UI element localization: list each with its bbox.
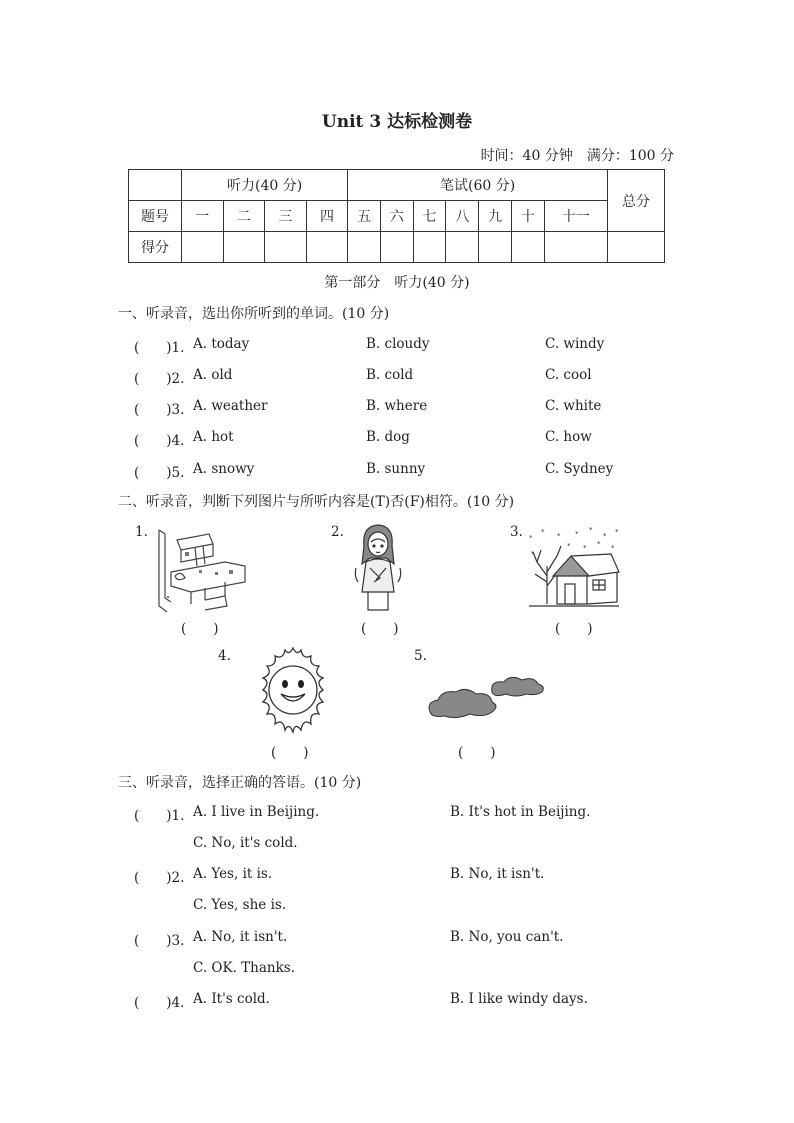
s1-q3-option-b: B. where xyxy=(366,398,428,414)
s3-q3-number[interactable]: ( )3. xyxy=(134,933,185,949)
score-table-corner xyxy=(129,170,182,201)
question-number: 三 xyxy=(265,201,307,232)
s3-q2-option-c: C. Yes, she is. xyxy=(193,897,287,913)
picture-5-answer[interactable]: ( ) xyxy=(458,745,496,761)
question-number: 九 xyxy=(479,201,512,232)
s1-q2-number[interactable]: ( )2. xyxy=(134,371,185,387)
question-number: 十 xyxy=(511,201,544,232)
question-number: 四 xyxy=(306,201,348,232)
s1-q4-option-b: B. dog xyxy=(366,429,410,445)
svg-text:*: * xyxy=(603,532,607,540)
s3-q4-option-a: A. It's cold. xyxy=(193,991,270,1007)
picture-1-answer[interactable]: ( ) xyxy=(181,621,219,637)
score-cell[interactable] xyxy=(265,232,307,263)
svg-text:*: * xyxy=(589,526,593,534)
part-one-heading: 第一部分 听力(40 分) xyxy=(324,275,470,291)
writing-header: 笔试(60 分) xyxy=(348,170,608,201)
question-number: 八 xyxy=(446,201,479,232)
s3-q3-option-b: B. No, you can't. xyxy=(450,929,564,945)
cold-girl-icon xyxy=(350,522,406,614)
svg-text:*: * xyxy=(529,534,533,542)
section-3-title: 三、听录音，选择正确的答语。(10 分) xyxy=(118,775,362,791)
s1-q5-number[interactable]: ( )5. xyxy=(134,465,185,481)
section-2-title: 二、听录音，判断下列图片与所听内容是(T)否(F)相符。(10 分) xyxy=(118,494,515,510)
svg-text:*: * xyxy=(575,530,579,538)
s1-q3-number[interactable]: ( )3. xyxy=(134,402,185,418)
s1-q5-option-c: C. Sydney xyxy=(545,461,614,477)
picture-3-answer[interactable]: ( ) xyxy=(555,621,593,637)
question-number: 五 xyxy=(348,201,381,232)
s1-q4-option-c: C. how xyxy=(545,429,592,445)
s1-q4-option-a: A. hot xyxy=(193,429,234,445)
s3-q4-option-b: B. I like windy days. xyxy=(450,991,588,1007)
s1-q1-number[interactable]: ( )1. xyxy=(134,340,185,356)
score-cell[interactable] xyxy=(608,232,665,263)
s1-q4-number[interactable]: ( )4. xyxy=(134,433,185,449)
s1-q1-option-b: B. cloudy xyxy=(366,336,430,352)
picture-2-answer[interactable]: ( ) xyxy=(361,621,399,637)
score-label: 得分 xyxy=(129,232,182,263)
picture-4-number: 4. xyxy=(218,648,231,664)
s1-q5-option-b: B. sunny xyxy=(366,461,426,477)
s1-q1-option-c: C. windy xyxy=(545,336,605,352)
s3-q2-number[interactable]: ( )2. xyxy=(134,870,185,886)
s1-q3-option-a: A. weather xyxy=(193,398,268,414)
score-cell[interactable] xyxy=(446,232,479,263)
s3-q4-number[interactable]: ( )4. xyxy=(134,995,185,1011)
question-number: 七 xyxy=(413,201,446,232)
listening-header: 听力(40 分) xyxy=(182,170,348,201)
svg-text:*: * xyxy=(567,542,571,550)
page-title: Unit 3 达标检测卷 xyxy=(321,112,473,132)
s3-q2-option-a: A. Yes, it is. xyxy=(193,866,273,882)
score-table xyxy=(128,169,665,263)
picture-5-number: 5. xyxy=(414,648,427,664)
exam-meta: 时间：40 分钟 满分：100 分 xyxy=(480,148,674,164)
svg-text:*: * xyxy=(541,528,545,536)
s1-q2-option-a: A. old xyxy=(193,367,233,383)
score-cell[interactable] xyxy=(348,232,381,263)
score-cell[interactable] xyxy=(511,232,544,263)
svg-text:*: * xyxy=(611,544,615,552)
s1-q2-option-c: C. cool xyxy=(545,367,592,383)
score-cell[interactable] xyxy=(479,232,512,263)
picture-1-number: 1. xyxy=(135,524,148,540)
s3-q1-number[interactable]: ( )1. xyxy=(134,808,185,824)
s3-q3-option-a: A. No, it isn't. xyxy=(193,929,288,945)
question-number: 十一 xyxy=(544,201,607,232)
svg-text:*: * xyxy=(531,550,535,558)
snowy-house-icon xyxy=(527,526,621,610)
windy-street-icon xyxy=(155,526,250,614)
question-number: 一 xyxy=(182,201,224,232)
svg-text:*: * xyxy=(583,544,587,552)
s3-q2-option-b: B. No, it isn't. xyxy=(450,866,545,882)
score-cell[interactable] xyxy=(381,232,414,263)
question-number-label: 题号 xyxy=(129,201,182,232)
s3-q1-option-a: A. I live in Beijing. xyxy=(193,804,320,820)
picture-4-answer[interactable]: ( ) xyxy=(271,745,309,761)
smiling-sun-icon xyxy=(247,644,339,736)
score-cell[interactable] xyxy=(182,232,224,263)
s1-q3-option-c: C. white xyxy=(545,398,602,414)
svg-text:*: * xyxy=(615,528,619,536)
section-1-title: 一、听录音，选出你所听到的单词。(10 分) xyxy=(118,306,390,322)
clouds-icon xyxy=(426,672,548,722)
score-cell[interactable] xyxy=(223,232,265,263)
score-cell[interactable] xyxy=(413,232,446,263)
s3-q3-option-c: C. OK. Thanks. xyxy=(193,960,296,976)
picture-2-number: 2. xyxy=(331,524,344,540)
question-number: 二 xyxy=(223,201,265,232)
question-number: 六 xyxy=(381,201,414,232)
svg-text:*: * xyxy=(597,540,601,548)
s1-q2-option-b: B. cold xyxy=(366,367,414,383)
s3-q1-option-b: B. It's hot in Beijing. xyxy=(450,804,591,820)
total-header: 总分 xyxy=(608,170,665,232)
s1-q5-option-a: A. snowy xyxy=(193,461,255,477)
s1-q1-option-a: A. today xyxy=(193,336,250,352)
score-cell[interactable] xyxy=(306,232,348,263)
s3-q1-option-c: C. No, it's cold. xyxy=(193,835,298,851)
score-cell[interactable] xyxy=(544,232,607,263)
svg-text:*: * xyxy=(557,532,561,540)
picture-3-number: 3. xyxy=(510,524,523,540)
